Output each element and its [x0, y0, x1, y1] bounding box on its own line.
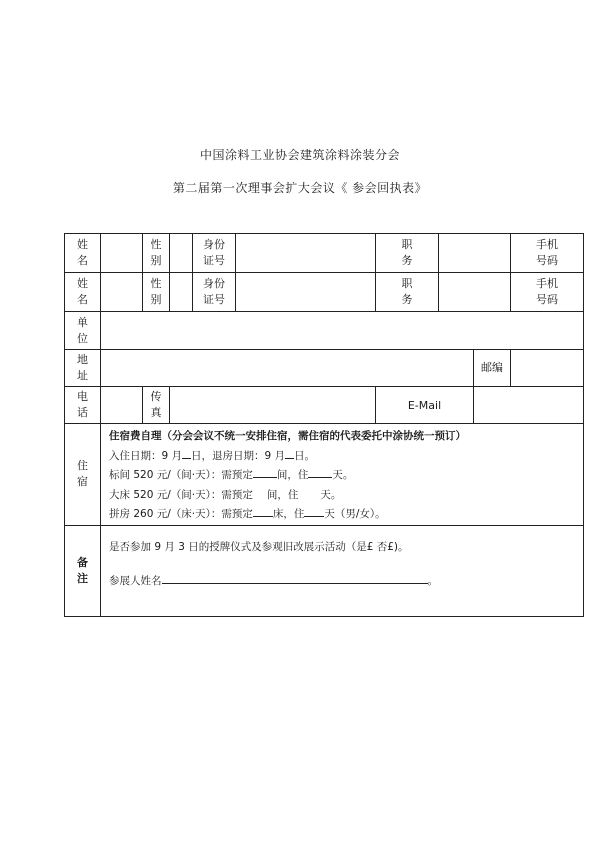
- phone-field[interactable]: [101, 387, 143, 424]
- postcode-label: 邮编: [474, 350, 511, 387]
- registration-form-table: [64, 233, 584, 617]
- name-field[interactable]: [101, 234, 143, 273]
- phone-label: 电 话: [65, 387, 101, 424]
- shared-room-line: 拼房 260 元/（床·天）：需预定 床，住 天（男/女）。: [109, 505, 577, 525]
- shared-bed-days-blank[interactable]: [304, 505, 324, 517]
- position-field[interactable]: [439, 273, 511, 312]
- address-label: 地 址: [65, 350, 101, 387]
- unit-field[interactable]: [101, 312, 584, 350]
- fax-field[interactable]: [170, 387, 376, 424]
- fax-label: 传 真: [143, 387, 170, 424]
- address-field[interactable]: [101, 350, 474, 387]
- id-card-label: 身份 证号: [193, 273, 236, 312]
- gender-field[interactable]: [170, 273, 193, 312]
- address-row: [65, 350, 584, 387]
- lodging-row: [65, 424, 584, 526]
- remarks-details: [101, 525, 584, 616]
- attendee-row-1: [65, 234, 584, 273]
- exhibitor-name-blank[interactable]: [162, 572, 428, 584]
- position-label: 职 务: [376, 273, 439, 312]
- standard-room-days-blank[interactable]: [308, 466, 332, 478]
- remarks-label: 备 注: [65, 525, 101, 616]
- king-room-line: 大床 520 元/（间·天）：需预定 间，住 天。: [109, 488, 342, 501]
- attendee-row-2: [65, 273, 584, 312]
- standard-room-count-blank[interactable]: [253, 466, 277, 478]
- lodging-details: [101, 424, 584, 526]
- postcode-field[interactable]: [511, 350, 584, 387]
- ceremony-question: 是否参加 9 月 3 日的授牌仪式及参观旧改展示活动（是£ 否£)。: [109, 540, 409, 553]
- id-card-field[interactable]: [236, 234, 376, 273]
- position-label: 职 务: [376, 234, 439, 273]
- checkin-day-blank[interactable]: [182, 447, 191, 459]
- lodging-dates: 入住日期：9 月 日，退房日期：9 月 日。: [109, 447, 577, 467]
- position-field[interactable]: [439, 234, 511, 273]
- lodging-label: 住 宿: [65, 424, 101, 526]
- standard-room-line: 标间 520 元/（间·天）：需预定 间，住 天。: [109, 466, 577, 486]
- email-field[interactable]: [474, 387, 584, 424]
- gender-label: 性 别: [143, 234, 170, 273]
- gender-field[interactable]: [170, 234, 193, 273]
- shared-bed-count-blank[interactable]: [253, 505, 273, 517]
- name-label: 姓 名: [65, 273, 101, 312]
- name-label: 姓 名: [65, 234, 101, 273]
- mobile-label: 手机 号码: [511, 273, 584, 312]
- name-field[interactable]: [101, 273, 143, 312]
- email-label: E-Mail: [376, 387, 474, 424]
- remarks-row: [65, 525, 584, 616]
- contact-row: [65, 387, 584, 424]
- checkout-day-blank[interactable]: [285, 447, 294, 459]
- form-title: 第二届第一次理事会扩大会议《 参会回执表》: [172, 181, 428, 195]
- gender-label: 性 别: [143, 273, 170, 312]
- organization-title: 中国涂料工业协会建筑涂料涂装分会: [199, 148, 400, 162]
- id-card-field[interactable]: [236, 273, 376, 312]
- unit-row: [65, 312, 584, 350]
- mobile-label: 手机 号码: [511, 234, 584, 273]
- exhibitor-line: 参展人姓名 。: [109, 571, 577, 591]
- unit-label: 单 位: [65, 312, 101, 350]
- id-card-label: 身份 证号: [193, 234, 236, 273]
- lodging-heading: 住宿费自理（分会会议不统一安排住宿，需住宿的代表委托中涂协统一预订）: [109, 430, 466, 442]
